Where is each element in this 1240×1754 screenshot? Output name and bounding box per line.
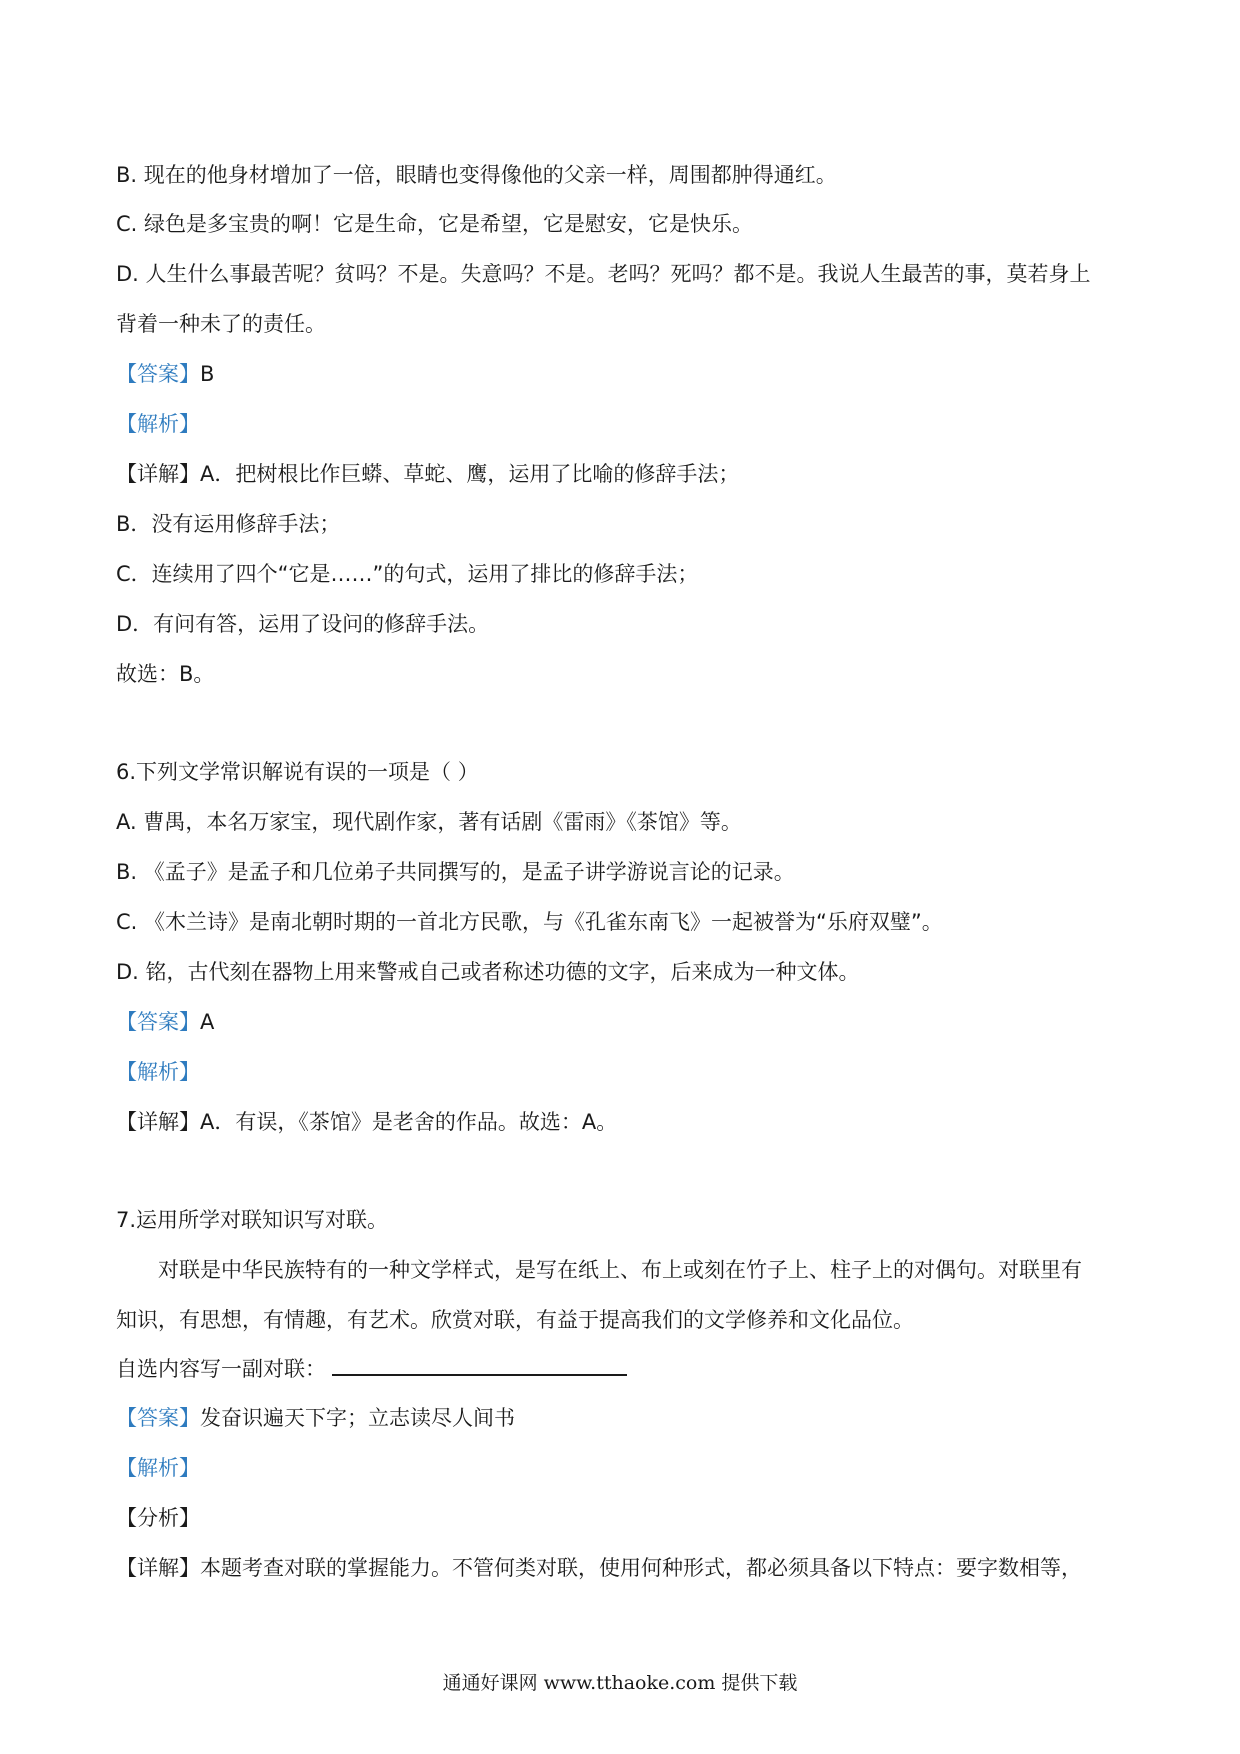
- q6-detail: 【详解】A．有误，《茶馆》是老舍的作品。故选：A。: [116, 1110, 618, 1134]
- q7-passage-line2: 知识，有思想，有情趣，有艺术。欣赏对联，有益于提高我们的文学修养和文化品位。: [116, 1308, 914, 1332]
- answer-tag: 【答案】: [116, 1010, 200, 1034]
- q6-option-d: D. 铭，古代刻在器物上用来警戒自己或者称述功德的文字，后来成为一种文体。: [116, 960, 860, 984]
- q5-option-d-line1: D. 人生什么事最苦呢？贫吗？不是。失意吗？不是。老吗？死吗？都不是。我说人生最苦的事，莫若身上: [116, 262, 1091, 286]
- answer-tag: 【答案】: [116, 1406, 200, 1430]
- q7-question: 7.运用所学对联知识写对联。: [116, 1208, 389, 1232]
- q5-analysis-tag: 【解析】: [116, 412, 200, 436]
- q5-detail-4: D．有问有答，运用了设问的修辞手法。: [116, 612, 490, 636]
- q7-detail: 【详解】本题考查对联的掌握能力。不管何类对联，使用何种形式，都必须具备以下特点：要字数相等，: [116, 1556, 1082, 1580]
- q7-prompt: 自选内容写一副对联：: [116, 1357, 326, 1381]
- q5-detail-2: B．没有运用修辞手法；: [116, 512, 341, 536]
- q5-detail-1: 【详解】A．把树根比作巨蟒、草蛇、鹰，运用了比喻的修辞手法；: [116, 462, 740, 486]
- page-footer: 通通好课网 www.tthaoke.com 提供下载: [442, 1672, 798, 1694]
- q7-passage-line1: 对联是中华民族特有的一种文学样式，是写在纸上、布上或刻在竹子上、柱子上的对偶句。对联里有: [158, 1258, 1082, 1282]
- q6-option-c: C. 《木兰诗》是南北朝时期的一首北方民歌，与《孔雀东南飞》一起被誉为“乐府双璧”。: [116, 910, 943, 934]
- answer-value: A: [200, 1010, 215, 1034]
- q6-question: 6.下列文学常识解说有误的一项是（ ）: [116, 760, 479, 784]
- answer-value: 发奋识遍天下字；立志读尽人间书: [200, 1406, 515, 1430]
- q7-analysis-tag: 【解析】: [116, 1456, 200, 1480]
- answer-blank-line: [332, 1354, 627, 1376]
- q5-answer: [116, 360, 214, 388]
- q7-prompt-row: [116, 1354, 627, 1383]
- q6-option-a: A. 曹禺，本名万家宝，现代剧作家，著有话剧《雷雨》《茶馆》等。: [116, 810, 742, 834]
- q7-answer: [116, 1404, 515, 1432]
- answer-tag: 【答案】: [116, 362, 200, 386]
- q5-option-c: C. 绿色是多宝贵的啊！它是生命，它是希望，它是慰安，它是快乐。: [116, 212, 754, 236]
- q6-option-b: B. 《孟子》是孟子和几位弟子共同撰写的，是孟子讲学游说言论的记录。: [116, 860, 795, 884]
- q6-analysis-tag: 【解析】: [116, 1060, 200, 1084]
- q5-choose: 故选：B。: [116, 662, 215, 686]
- q7-analyze-tag: 【分析】: [116, 1506, 200, 1530]
- q5-detail-3: C．连续用了四个“它是……”的句式，运用了排比的修辞手法；: [116, 562, 699, 586]
- q5-option-b: B. 现在的他身材增加了一倍，眼睛也变得像他的父亲一样，周围都肿得通红。: [116, 163, 837, 187]
- q5-option-d-line2: 背着一种未了的责任。: [116, 312, 326, 336]
- answer-value: B: [200, 362, 215, 386]
- q6-answer: [116, 1008, 214, 1036]
